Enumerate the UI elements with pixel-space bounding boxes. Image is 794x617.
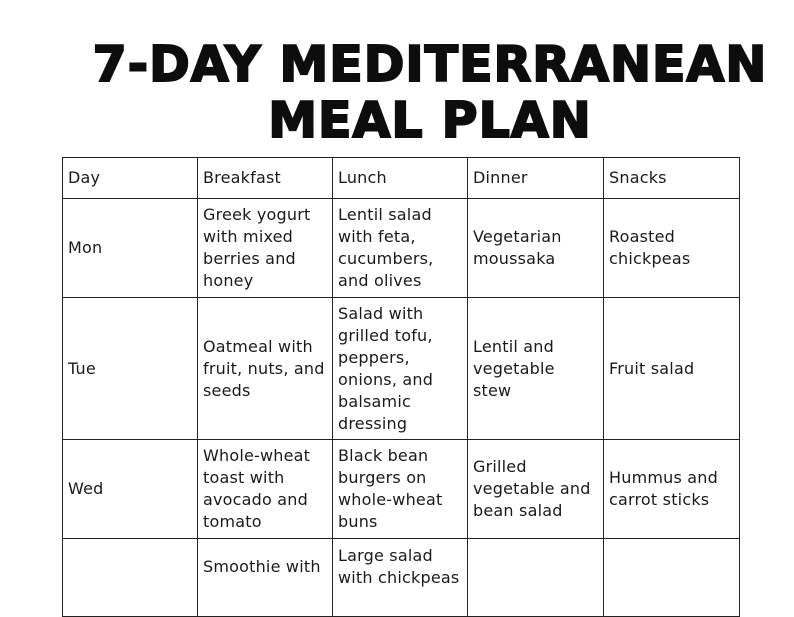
table-row (63, 199, 740, 298)
header-dinner: Dinner (468, 158, 604, 199)
cell-lunch: Black bean burgers on whole-wheat buns (333, 440, 468, 539)
cell-day: Mon (63, 199, 198, 298)
cell-day: Wed (63, 440, 198, 539)
cell-day (63, 539, 198, 617)
page-title (60, 37, 794, 149)
meal-plan-table (62, 157, 740, 617)
cell-breakfast: Smoothie with (198, 539, 333, 617)
table-header-row (63, 158, 740, 199)
title-line-1: 7-DAY MEDITERRANEAN (92, 36, 768, 94)
cell-snacks: Hummus and carrot sticks (604, 440, 740, 539)
table-row (63, 539, 740, 617)
cell-dinner: Grilled vegetable and bean salad (468, 440, 604, 539)
cell-lunch: Large salad with chickpeas (333, 539, 468, 617)
cell-snacks (604, 539, 740, 617)
header-day: Day (63, 158, 198, 199)
title-line-2: MEAL PLAN (268, 92, 592, 150)
cell-dinner: Vegetarian moussaka (468, 199, 604, 298)
cell-dinner (468, 539, 604, 617)
cell-lunch: Lentil salad with feta, cucumbers, and olives (333, 199, 468, 298)
cell-dinner: Lentil and vegetable stew (468, 298, 604, 440)
cell-day: Tue (63, 298, 198, 440)
cell-lunch: Salad with grilled tofu, peppers, onions, and balsamic dressing (333, 298, 468, 440)
table-row (63, 298, 740, 440)
cell-breakfast: Oatmeal with fruit, nuts, and seeds (198, 298, 333, 440)
cell-snacks: Fruit salad (604, 298, 740, 440)
header-breakfast: Breakfast (198, 158, 333, 199)
cell-breakfast: Whole-wheat toast with avocado and tomato (198, 440, 333, 539)
cell-snacks: Roasted chickpeas (604, 199, 740, 298)
header-snacks: Snacks (604, 158, 740, 199)
cell-breakfast: Greek yogurt with mixed berries and honey (198, 199, 333, 298)
header-lunch: Lunch (333, 158, 468, 199)
table-row (63, 440, 740, 539)
